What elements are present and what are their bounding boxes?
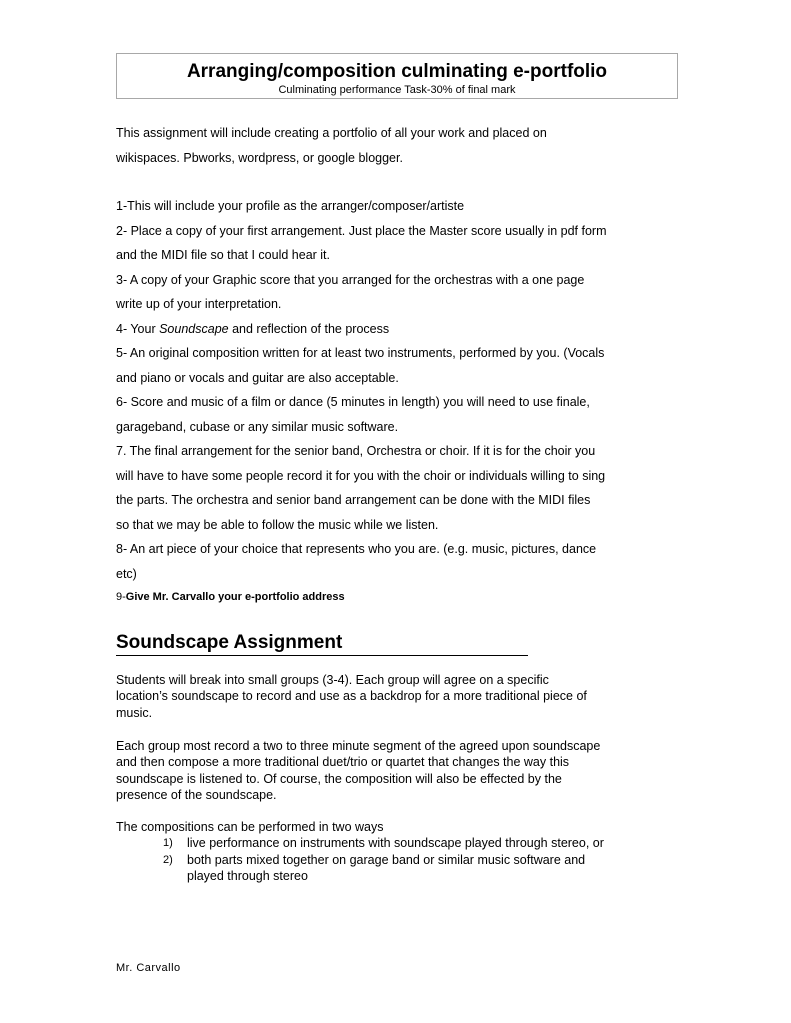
requirement-item-9 <box>116 587 681 607</box>
soundscape-emphasis: Soundscape <box>159 321 229 336</box>
requirement-number: 9- <box>116 591 126 603</box>
requirements-list <box>116 194 681 607</box>
requirement-line: etc) <box>116 566 137 581</box>
way-item-1 <box>116 835 681 851</box>
requirement-line: 7. The final arrangement for the senior band, Orchestra or choir. If it is for the choir you <box>116 444 596 458</box>
footer-author: Mr. Carvallo <box>116 962 181 974</box>
requirement-item-2 <box>116 219 681 268</box>
section-heading: Soundscape Assignment <box>116 631 528 656</box>
way-line: both parts mixed together on garage band or similar music software and <box>187 852 586 867</box>
way-item-2 <box>116 852 681 885</box>
intro-line: This assignment will include creating a portfolio of all your work and placed on <box>116 126 547 140</box>
requirement-line: 3- A copy of your Graphic score that you arranged for the orchestras with a one page <box>116 272 585 287</box>
way-line: played through stereo <box>187 868 308 883</box>
intro-line: wikispaces. Pbworks, wordpress, or google blogger. <box>116 150 403 165</box>
paragraph-line: soundscape is listened to. Of course, the composition will also be effected by the <box>116 771 562 786</box>
performance-ways <box>116 819 681 884</box>
requirement-line: write up of your interpretation. <box>116 297 282 311</box>
requirement-line: 8- An art piece of your choice that represents who you are. (e.g. music, pictures, dance <box>116 542 597 556</box>
title-box <box>116 53 678 99</box>
requirement-text: and reflection of the process <box>228 321 390 336</box>
paragraph-line: Students will break into small groups (3-4). Each group will agree on a specific <box>116 673 549 687</box>
soundscape-paragraph-1 <box>116 672 681 721</box>
requirement-text: Give Mr. Carvallo your e-portfolio address <box>125 591 345 603</box>
paragraph-line: music. <box>116 705 153 720</box>
list-marker: 1) <box>163 837 173 850</box>
requirement-item-1: 1-This will include your profile as the arranger/composer/artiste <box>116 199 465 213</box>
paragraph-line: and then compose a more traditional duet/trio or quartet that changes the way this <box>116 755 570 770</box>
paragraph-line: presence of the soundscape. <box>116 787 277 802</box>
requirement-line: will have to have some people record it for you with the choir or individuals willing to sing <box>116 468 606 483</box>
ways-intro: The compositions can be performed in two ways <box>116 820 384 834</box>
paragraph-line: location’s soundscape to record and use as a backdrop for a more traditional piece of <box>116 689 587 704</box>
requirement-line: garageband, cubase or any similar music software. <box>116 419 399 434</box>
requirement-line: and piano or vocals and guitar are also acceptable. <box>116 370 399 385</box>
list-marker: 2) <box>163 853 173 866</box>
paragraph-line: Each group most record a two to three minute segment of the agreed upon soundscape <box>116 739 601 753</box>
soundscape-paragraph-2 <box>116 738 681 803</box>
requirement-text: 4- Your <box>116 321 160 336</box>
requirement-item-4 <box>116 317 681 342</box>
page-title: Arranging/composition culminating e-portfolio <box>186 61 608 82</box>
requirement-line: the parts. The orchestra and senior band arrangement can be done with the MIDI files <box>116 493 591 507</box>
requirement-line: 2- Place a copy of your first arrangement. Just place the Master score usually in pdf form <box>116 223 607 238</box>
way-line: live performance on instruments with soundscape played through stereo, or <box>187 836 604 851</box>
requirement-item-8 <box>116 537 681 586</box>
requirement-line: 6- Score and music of a film or dance (5 minutes in length) you will need to use finale, <box>116 395 590 409</box>
requirement-item-7 <box>116 439 681 537</box>
requirement-item-3 <box>116 268 681 317</box>
page-subtitle: Culminating performance Task-30% of final mark <box>278 84 516 96</box>
requirement-line: 5- An original composition written for at least two instruments, performed by you. (Vocals <box>116 346 605 360</box>
requirement-line: so that we may be able to follow the music while we listen. <box>116 517 439 532</box>
requirement-item-6 <box>116 390 681 439</box>
requirement-item-5 <box>116 341 681 390</box>
intro-paragraph <box>116 121 681 170</box>
requirement-line: and the MIDI file so that I could hear it. <box>116 248 331 262</box>
